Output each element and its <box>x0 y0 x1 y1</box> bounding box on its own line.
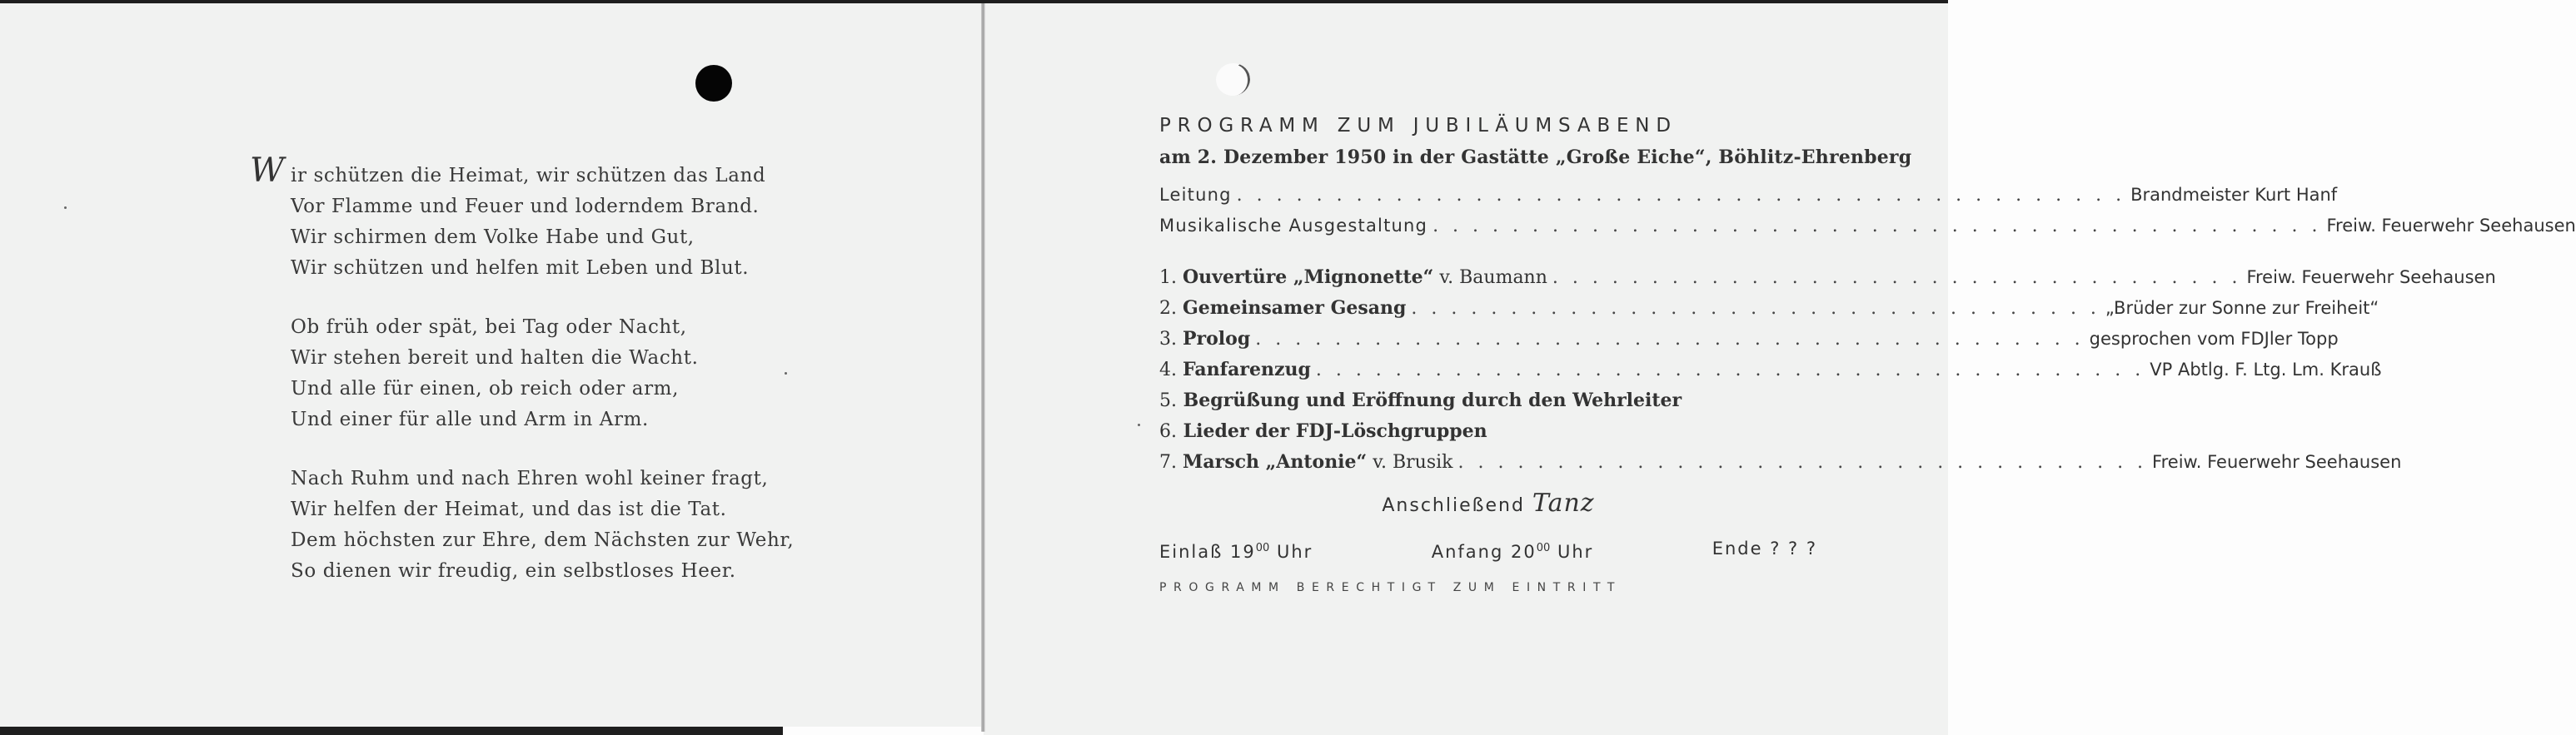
program-item <box>1159 385 1817 416</box>
page-fold <box>981 3 985 732</box>
program-item <box>1159 416 1817 447</box>
leader-dots: . . . . . . . . . . . . . . . . . . . . . . . . . . . . . . . . . . . <box>1457 452 2148 473</box>
paper-speck <box>785 372 787 375</box>
item-number: 4. <box>1159 360 1177 380</box>
leader-dots: . . . . . . . . . . . . . . . . . . . . . . . . . . . . . . . . . . . <box>1552 267 2242 288</box>
admission-time <box>1159 529 1313 568</box>
item-number: 3. <box>1159 329 1177 350</box>
admission-minutes: 00 <box>1255 542 1270 554</box>
poem <box>250 151 795 615</box>
admission-hour: 19 <box>1230 542 1256 562</box>
poem-stanza <box>250 312 766 435</box>
program-item <box>1159 324 2339 355</box>
program-item <box>1159 262 2496 293</box>
start-label: Anfang <box>1431 542 1504 562</box>
item-title: Ouvertüre „Mignonette“ <box>1183 266 1434 288</box>
start-hour: 20 <box>1511 542 1537 562</box>
paper-speck <box>1138 424 1140 426</box>
end-time: Ende ? ? ? <box>1712 539 1817 559</box>
poem-stanza <box>250 151 766 284</box>
program-title: PROGRAMM ZUM JUBILÄUMSABEND <box>1159 115 1677 137</box>
program-meta-row <box>1159 180 2338 211</box>
poem-line <box>250 151 766 191</box>
item-value: Freiw. Feuerwehr Seehausen <box>2152 452 2402 472</box>
event-times <box>1159 529 1817 568</box>
item-number: 2. <box>1159 298 1177 319</box>
program <box>1159 111 2576 604</box>
paper-speck <box>64 206 67 209</box>
dance-prefix: Anschließend <box>1382 495 1525 516</box>
poem-line: Wir schirmen dem Volke Habe und Gut, <box>291 226 695 248</box>
item-title: Lieder der FDJ-Löschgruppen <box>1183 420 1487 442</box>
item-title: Marsch „Antonie“ <box>1183 451 1368 473</box>
item-title: Begrüßung und Eröffnung durch den Wehrleiter <box>1183 390 1682 411</box>
leader-dots: . . . . . . . . . . . . . . . . . . . . . . . . . . . . . . . . . . . . . . . . . . . . . <box>1432 216 2322 236</box>
poem-line: Ob früh oder spät, bei Tag oder Nacht, <box>291 316 687 338</box>
start-minutes: 00 <box>1536 542 1551 554</box>
leader-dots: . . . . . . . . . . . . . . . . . . . . . . . . . . . . . . . . . . . . . . . . . . <box>1315 360 2145 380</box>
item-number: 6. <box>1159 421 1177 442</box>
item-number: 7. <box>1159 452 1177 473</box>
program-item <box>1159 447 2402 478</box>
leader-dots: . . . . . . . . . . . . . . . . . . . . . . . . . . . . . . . . . . . . . . . . . . . . . <box>1236 185 2126 206</box>
meta-label: Musikalische Ausgestaltung <box>1159 216 1428 236</box>
item-suffix: v. Brusik <box>1367 452 1453 473</box>
item-label <box>1159 293 1406 324</box>
program-subtitle: am 2. Dezember 1950 in der Gastätte „Große Eiche“, Böhlitz-Ehrenberg <box>1159 147 1912 168</box>
poem-stanza <box>250 464 795 587</box>
meta-label: Leitung <box>1159 185 1232 205</box>
poem-line: Vor Flamme und Feuer und loderndem Brand. <box>291 196 760 217</box>
program-item <box>1159 355 2382 385</box>
poem-line: Nach Ruhm und nach Ehren wohl keiner fragt, <box>291 468 769 489</box>
item-value: „Brüder zur Sonne zur Freiheit“ <box>2105 298 2379 318</box>
poem-line: Wir schützen und helfen mit Leben und Blut. <box>291 257 750 279</box>
item-number: 5. <box>1159 390 1177 411</box>
item-label <box>1159 262 1547 293</box>
start-time <box>1432 529 1594 568</box>
meta-value: Freiw. Feuerwehr Seehausen <box>2326 216 2576 236</box>
dance-announcement <box>1159 483 1817 524</box>
admission-label: Einlaß <box>1159 542 1223 562</box>
item-value: Freiw. Feuerwehr Seehausen <box>2246 267 2496 287</box>
poem-line: So dienen wir freudig, ein selbstloses Heer. <box>291 560 736 582</box>
item-label <box>1159 324 1250 355</box>
drop-cap: W <box>250 151 285 190</box>
item-value: VP Abtlg. F. Ltg. Lm. Krauß <box>2150 360 2382 380</box>
poem-line-text: ir schützen die Heimat, wir schützen das Land <box>291 165 766 186</box>
poem-line: Und alle für einen, ob reich oder arm, <box>291 378 679 400</box>
leader-dots: . . . . . . . . . . . . . . . . . . . . . . . . . . . . . . . . . . . . . . . . . . <box>1255 329 2085 350</box>
item-label <box>1159 447 1453 478</box>
poem-line: Dem höchsten zur Ehre, dem Nächsten zur Wehr, <box>291 529 795 551</box>
poem-line: Und einer für alle und Arm in Arm. <box>291 409 649 430</box>
item-title: Prolog <box>1183 328 1251 350</box>
item-title: Gemeinsamer Gesang <box>1183 297 1407 319</box>
punch-hole <box>695 65 732 102</box>
ticket-note: PROGRAMM BERECHTIGT ZUM EINTRITT <box>1159 581 1622 594</box>
start-unit: Uhr <box>1557 542 1594 562</box>
meta-value: Brandmeister Kurt Hanf <box>2130 185 2338 205</box>
leader-dots: . . . . . . . . . . . . . . . . . . . . . . . . . . . . . . . . . . . <box>1411 298 2100 319</box>
item-suffix: v. Baumann <box>1433 267 1547 288</box>
item-value: gesprochen vom FDJler Topp <box>2089 329 2339 349</box>
poem-line: Wir helfen der Heimat, und das ist die Tat. <box>291 499 727 520</box>
program-meta-row <box>1159 211 2576 241</box>
admission-unit: Uhr <box>1277 542 1313 562</box>
item-title: Fanfarenzug <box>1183 359 1311 380</box>
item-number: 1. <box>1159 267 1177 288</box>
scan-border-bottom <box>0 727 783 735</box>
dance-word: Tanz <box>1532 489 1595 518</box>
item-label <box>1159 355 1311 385</box>
program-item <box>1159 293 2379 324</box>
poem-line: Wir stehen bereit und halten die Wacht. <box>291 347 699 369</box>
